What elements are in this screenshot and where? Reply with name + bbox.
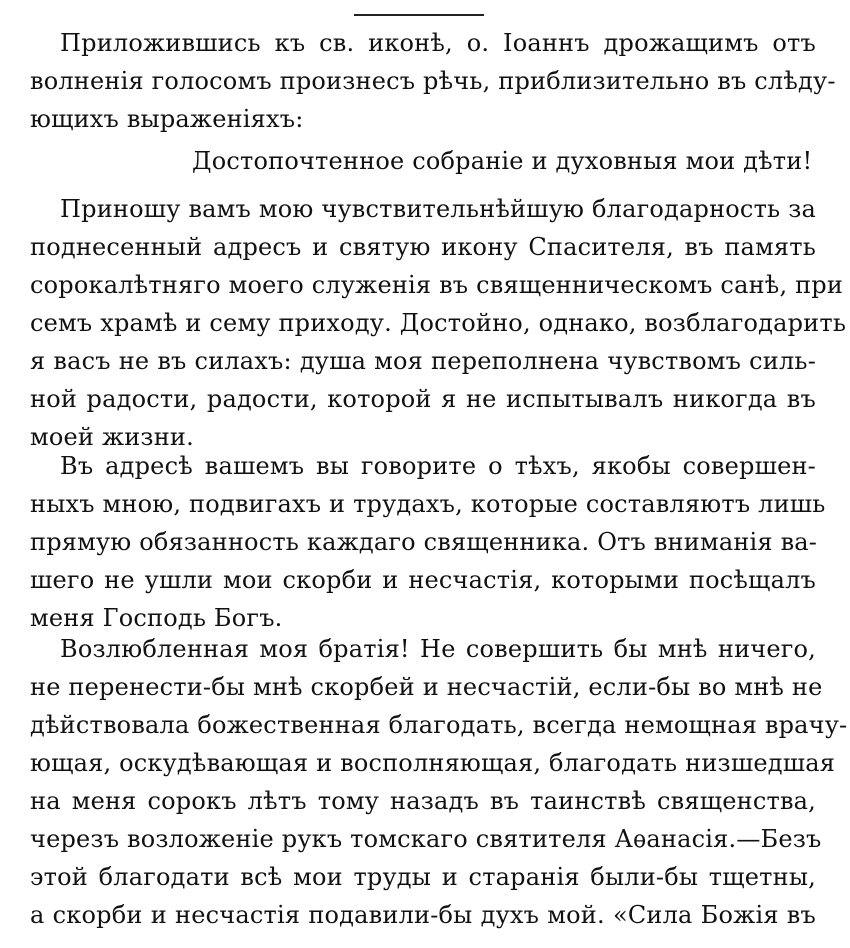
text-line: ной радости, радости, которой я не испытывалъ никогда въ [30, 385, 816, 413]
text-line: черезъ возложеніе рукъ томскаго святителя Аѳанасія.—Безъ [30, 825, 822, 853]
text-line: Въ адресѣ вашемъ вы говорите о тѣхъ, якобы совершен- [60, 452, 816, 480]
text-line: дѣйствовала божественная благодать, всегда немощная врачу- [30, 711, 848, 739]
text-line: меня Господь Богъ. [30, 604, 283, 632]
paragraph-gratitude [30, 190, 847, 456]
paragraph-intro [30, 24, 836, 138]
text-line: Приношу вамъ мою чувствительнѣйшую благодарность за [60, 195, 816, 223]
text-line: сорокалѣтняго моего служенія въ священническомъ санѣ, при [30, 271, 844, 299]
text-line: на меня сорокъ лѣтъ тому назадъ въ таинствѣ священства, [30, 787, 816, 815]
text-line: шего не ушли мои скорби и несчастія, которыми посѣщалъ [30, 566, 816, 594]
text-line: прямую обязанность каждаго священника. Отъ вниманія ва- [30, 528, 818, 556]
text-line: ющихъ выраженіяхъ: [30, 105, 304, 133]
text-line: волненія голосомъ произнесъ рѣчь, приблизительно въ слѣду- [30, 67, 836, 95]
text-line: не перенести-бы мнѣ скорбей и несчастій, если-бы во мнѣ не [30, 673, 823, 701]
text-line: ныхъ мною, подвигахъ и трудахъ, которые составляютъ лишь [30, 490, 826, 518]
address-heading [30, 142, 816, 180]
text-line: я васъ не въ силахъ: душа моя переполнена чувствомъ силь- [30, 347, 816, 375]
text-line: поднесенный адресъ и святую икону Спасителя, въ память [30, 233, 816, 261]
heading-line: Достопочтенное собраніе и духовныя мои дѣти! [192, 147, 813, 175]
text-line: этой благодати всѣ мои труды и старанія были-бы тщетны, [30, 863, 816, 891]
paragraph-grace [30, 630, 848, 934]
text-line: моей жизни. [30, 423, 194, 451]
text-line: Возлюбленная моя братія! Не совершить бы мнѣ ничего, [60, 635, 816, 663]
text-line: а скорби и несчастія подавили-бы духъ мой. «Сила Божія въ [30, 901, 816, 929]
text-line: Приложившись къ св. иконѣ, о. Іоаннъ дрожащимъ отъ [60, 29, 816, 57]
text-line: ющая, оскудѣвающая и восполняющая, благодать низшедшая [30, 749, 836, 777]
separator-rule [354, 14, 484, 16]
text-line: семъ храмѣ и сему приходу. Достойно, однако, возблагодарить [30, 309, 847, 337]
paragraph-address-reply [30, 447, 826, 637]
